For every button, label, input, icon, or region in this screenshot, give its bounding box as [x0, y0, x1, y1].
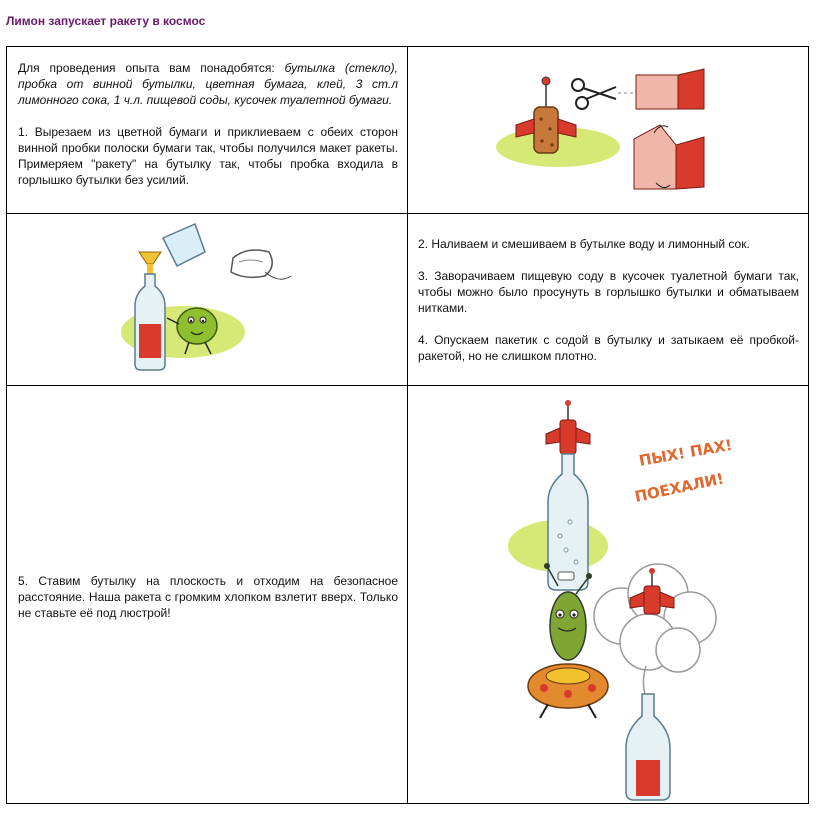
cork-rocket-cutting-illustration: [408, 47, 808, 213]
materials-lead: Для проведения опыта вам понадобятся:: [18, 61, 285, 75]
step-1-paragraph: 1. Вырезаем из цветной бумаги и приклиеваем с обеих сторон винной пробки полоски бумаги так, чтобы получился макет ракеты. Примеряем "ракету" на бутылку так, чтобы пробка входила в горлышко бутылки без усилий.: [18, 125, 398, 187]
scissors-icon: [572, 79, 616, 109]
step-3-paragraph: 3. Заворачиваем пищевую соду в кусочек туалетной бумаги так, чтобы можно было просунуть в горлышко бутылки и обматываем нитками.: [418, 269, 799, 315]
step-5-text-cell: [18, 573, 398, 621]
drinking-glass-icon: [163, 224, 205, 266]
rocket-launch-illustration: [408, 386, 808, 803]
glass-bottle-icon: [548, 454, 588, 590]
smoke-cloud-icon: [594, 564, 716, 702]
step-4-paragraph: 4. Опускаем пакетик с содой в бутылку и затыкаем её пробкой-ракетой, но не слишком плотно.: [418, 333, 799, 363]
sfx-line-2: ПОЕХАЛИ!: [633, 469, 726, 506]
paper-strip-folded-icon: [634, 125, 704, 189]
materials-list: бутылка (стекло), пробка от винной бутылки, цветная бумага, клей, 3 ст.л лимонного сока, 1 ч.л. пищевой соды, кусочек туалетной бумаги.: [18, 61, 399, 107]
bottle-lemon-illustration: [7, 214, 407, 385]
bottle-with-funnel-icon: [135, 252, 165, 370]
step-5-illustration-cell: [408, 386, 808, 803]
sfx-line-1: ПЫХ! ПАХ!: [637, 435, 734, 470]
instruction-table: [6, 46, 809, 804]
steps-2-4-text-cell: [418, 236, 799, 364]
step-2-paragraph: 2. Наливаем и смешиваем в бутылке воду и лимонный сок.: [418, 237, 750, 251]
launched-bottle-icon: [626, 694, 670, 800]
materials-paragraph: [18, 60, 398, 108]
step-1-text-cell: [18, 60, 398, 188]
step-1-illustration-cell: [408, 47, 808, 213]
rocket-on-bottle-icon: [546, 400, 590, 454]
soda-packet-icon: [231, 250, 291, 279]
paper-strip-top-icon: [636, 69, 704, 109]
page-title: Лимон запускает ракету в космос: [6, 14, 206, 28]
step-5-paragraph: 5. Ставим бутылку на плоскость и отходим на безопасное расстояние. Наша ракета с громким хлопком взлетит вверх. Только не ставьте её под люстрой!: [18, 574, 398, 620]
step-2-illustration-cell: [7, 214, 407, 385]
